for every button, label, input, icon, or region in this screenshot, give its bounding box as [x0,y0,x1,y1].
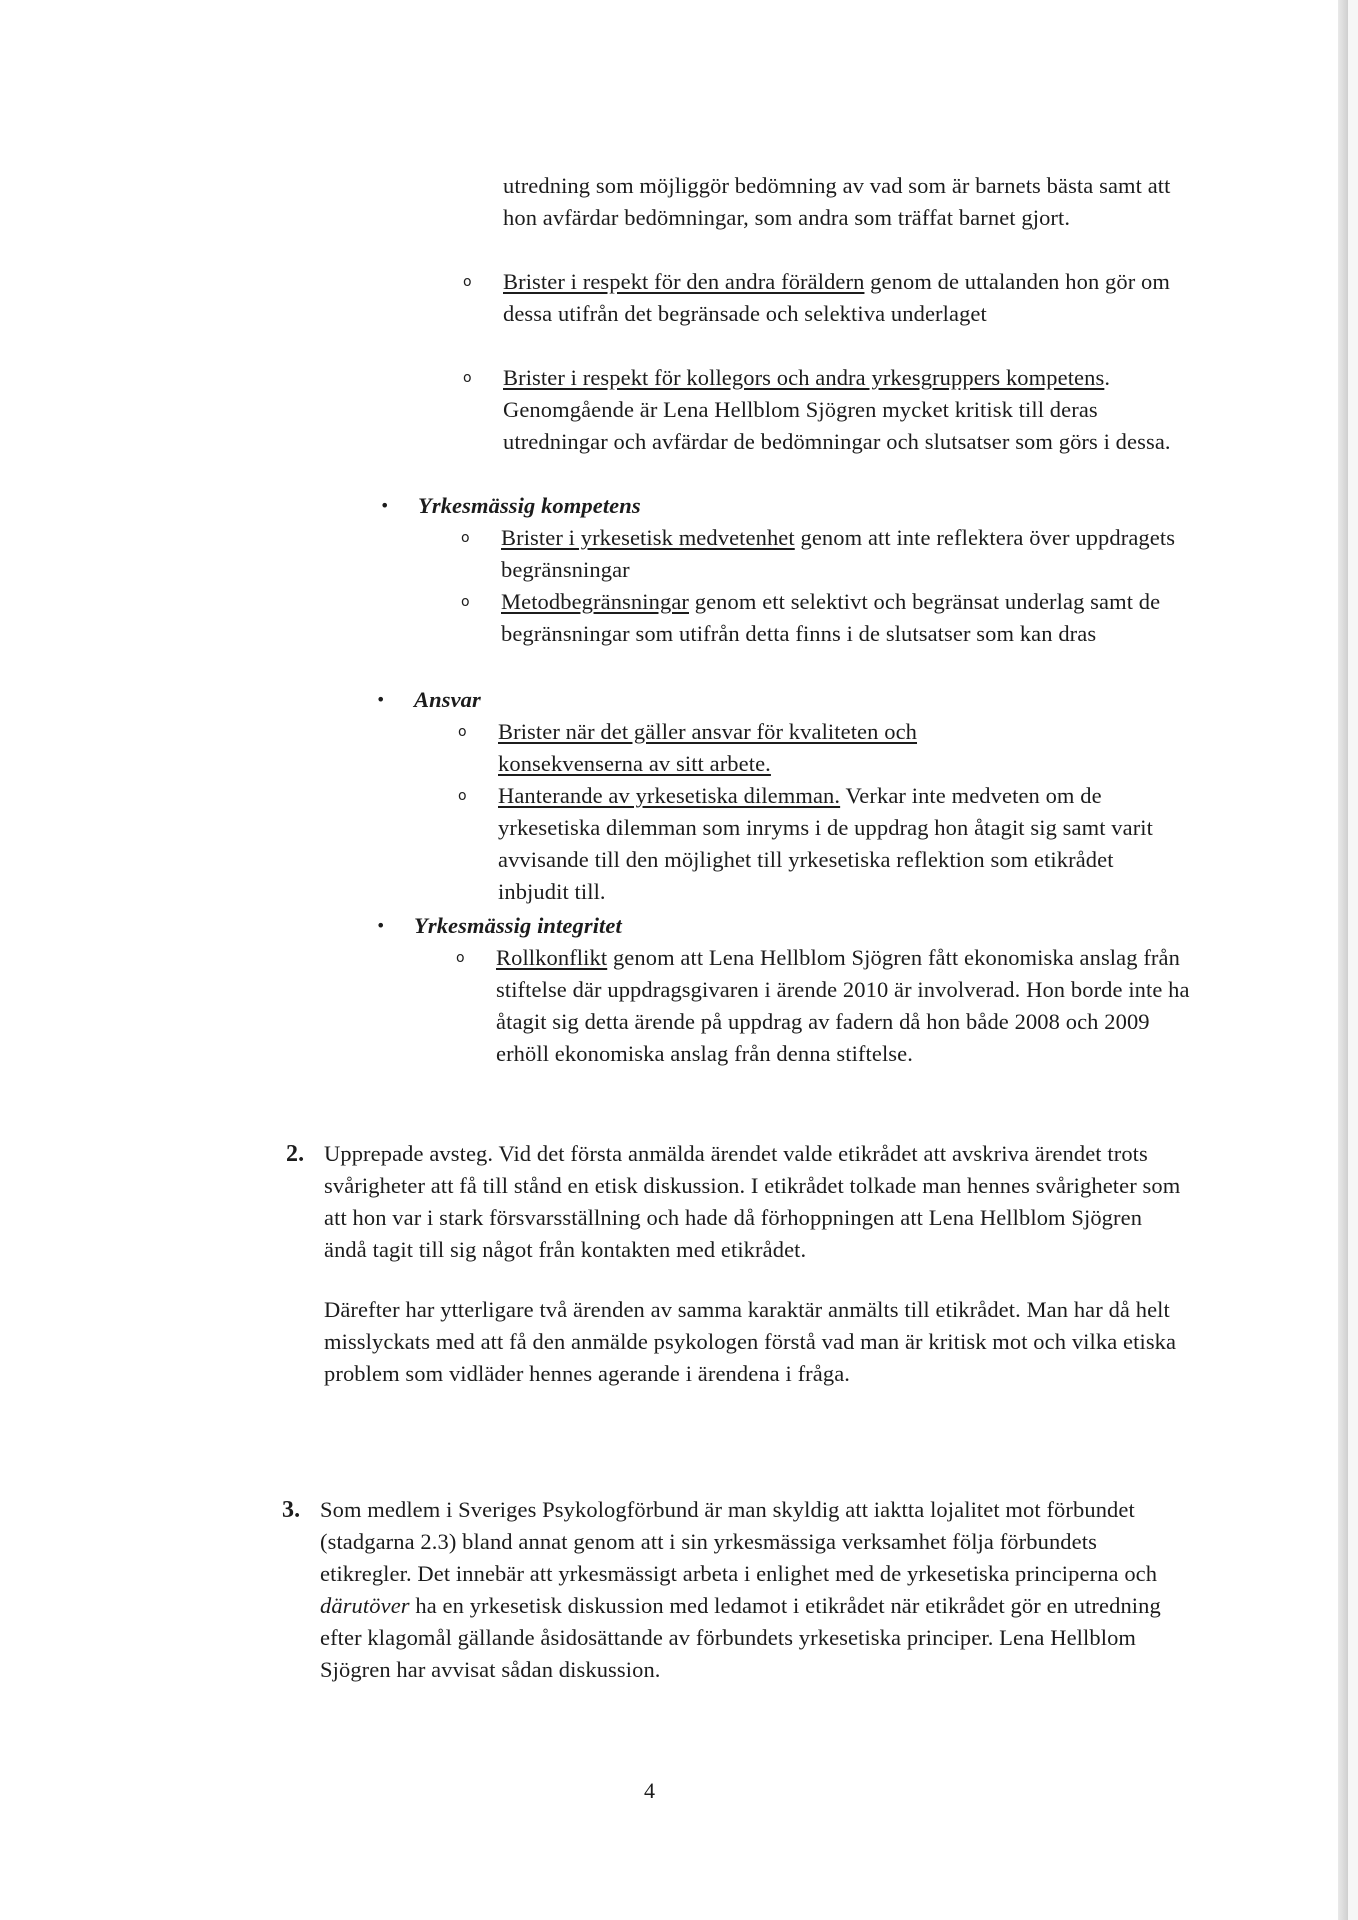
bullet-icon: • [380,496,390,515]
section-2-paragraph-2: Därefter har ytterligare två ärenden av samma karaktär anmälts till etikrådet. Man har då helt misslyckats med att få den anmälde psykologen förstå vad man är kritisk mot och vilka etiska problem som vidläder hennes agerande i ärendena i fråga. [324,1297,1177,1386]
circle-bullet-icon: o [463,274,472,290]
heading-yrkesmassig-kompetens: • Yrkesmässig kompetens [418,490,641,522]
section-3 [282,1494,1180,1686]
list-item-metodbegransningar: o Metodbegränsningar genom ett selektivt och begränsat underlag samt de begränsningar som utifrån detta finns i de slutsatser som kan dras [501,586,1191,650]
circle-bullet-icon: o [463,370,472,386]
section-number: 2. [286,1141,305,1167]
circle-bullet-icon: o [461,530,470,546]
list-item-yrkesetisk-medvetenhet: o Brister i yrkesetisk medvetenhet genom att inte reflektera över uppdragets begränsningar [501,522,1191,586]
heading-yrkesmassig-integritet: • Yrkesmässig integritet [414,910,622,942]
page-edge-shadow [1338,0,1348,1920]
section-2-paragraph-1: Upprepade avsteg. Vid det första anmälda ärendet valde etikrådet att avskriva ärendet trots svårigheter att få till stånd en etisk diskussion. I etikrådet tolkade man hennes svårigheter som att hon var i stark försvarsställning och hade då förhoppningen att Lena Hellblom Sjögren ändå tagit till sig något från kontakten med etikrådet. [324,1141,1181,1262]
circle-bullet-icon: o [456,950,465,966]
circle-bullet-icon: o [458,724,467,740]
list-item-yrkesetiska-dilemman: o Hanterande av yrkesetiska dilemman. Verkar inte medveten om de yrkesetiska dilemman som inryms i de uppdrag hon åtagit sig samt varit avvisande till den möjlighet till yrkesetiska reflektion som etikrådet inbjudit till. [498,780,1188,908]
page-number: 4 [644,1778,655,1803]
list-item-respect-colleagues: o Brister i respekt för kollegors och andra yrkesgruppers kompetens. Genomgående är Lena Hellblom Sjögren mycket kritisk till deras utredningar och avfärdar de bedömningar och slutsatser som görs i dessa. [503,362,1203,458]
circle-bullet-icon: o [461,594,470,610]
list-item-ansvar-kvalitet: o Brister när det gäller ansvar för kvaliteten och konsekvenserna av sitt arbete. [498,716,1058,780]
heading-ansvar: • Ansvar [414,684,481,716]
section-3-paragraph: Som medlem i Sveriges Psykologförbund är man skyldig att iaktta lojalitet mot förbundet (stadgarna 2.3) bland annat genom att i sin yrkesmässiga verksamhet följa förbundets etikregler. Det innebär att yrkesmässigt arbeta i enlighet med de yrkesetiska principerna och därutöver ha en yrkesetisk diskussion med ledamot i etikrådet när etikrådet gör en utredning efter klagomål gällande åsidosättande av förbundets yrkesetiska principer. Lena Hellblom Sjögren har avvisat sådan diskussion. [320,1497,1161,1682]
circle-bullet-icon: o [458,788,467,804]
section-number: 3. [282,1497,301,1523]
continuation-text: utredning som möjliggör bedömning av vad som är barnets bästa samt att hon avfärdar bedömningar, som andra som träffat barnet gjort. [503,173,1171,230]
section-2 [286,1138,1184,1390]
bullet-icon: • [376,690,386,709]
list-item-rollkonflikt: o Rollkonflikt genom att Lena Hellblom Sjögren fått ekonomiska anslag från stiftelse där uppdragsgivaren i ärende 2010 är involverad. Hon borde inte ha åtagit sig detta ärende på uppdrag av fadern då hon både 2008 och 2009 erhöll ekonomiska anslag från denna stiftelse. [496,942,1196,1070]
list-item-respect-parent: o Brister i respekt för den andra föräldern genom de uttalanden hon gör om dessa utifrån det begränsade och selektiva underlaget [503,266,1203,330]
bullet-icon: • [376,916,386,935]
